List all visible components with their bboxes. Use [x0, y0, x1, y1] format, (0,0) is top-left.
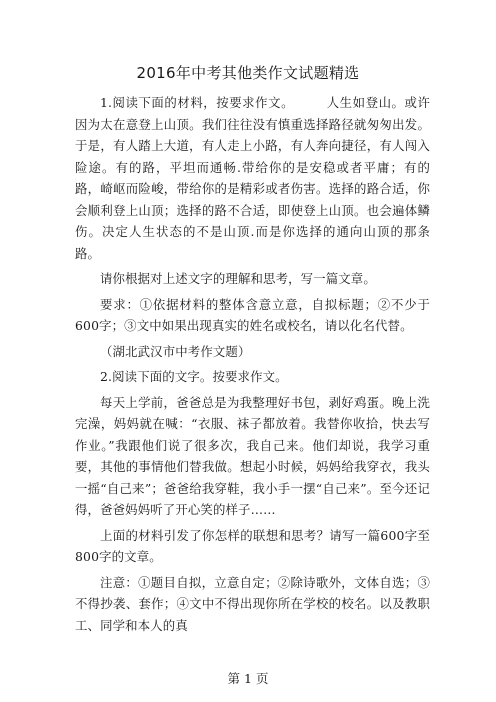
document-body — [75, 92, 430, 636]
paragraph-source: （湖北武汉市中考作文题） — [100, 343, 251, 359]
paragraph-notes: 注意：①题目自拟，立意自定；②除诗歌外，文体自选；③不得抄袭、套作；④文中不得出现你所在学校的校名。以及教职工、同学和本人的真 — [75, 574, 430, 633]
paragraph-instruction: 请你根据对上述文字的理解和思考，写一篇文章。 — [100, 271, 376, 286]
page-number: 第 1 页 — [227, 671, 269, 686]
paragraph-question-2: 2.阅读下面的文字。按要求作文。 — [100, 369, 288, 384]
document-title: 2016年中考其他类作文试题精选 — [136, 64, 360, 82]
paragraph-question-1: 1.阅读下面的材料，按要求作文。 人生如登山。或许因为太在意登上山顶。我们往往没有慎重选择路径就匆匆出发。于是，有人踏上大道，有人走上小路，有人奔向捷径，有人闯入险途。有的路，平坦而通畅.带给你的是安稳或者平庸；有的路，崎岖而险峻，带给你的是精彩或者伤害。选择的路合适，你会顺利登上山顶；选择的路不合适，即使登上山顶。也会遍体鳞伤。决定人生状态的不是山顶.而是你选择的通向山顶的那条路。 — [75, 95, 430, 261]
paragraph-requirements: 要求：①依据材料的整体含意立意，自拟标题；②不少于600字；③文中如果出现真实的姓名或校名，请以化名代替。 — [75, 296, 430, 333]
paragraph-material: 每天上学前，爸爸总是为我整理好书包，剥好鸡蛋。晚上洗完澡，妈妈就在喊：“衣服、袜子都放着。我替你收拾，快去写作业。”我跟他们说了很多次，我自己来。他们却说，我学习重要，其他的事情他们替我做。想起小时候，妈妈给我穿衣，我头一摇“自己来”；爸爸给我穿鞋，我小手一摆“自己来”。至今还记得，爸爸妈妈听了开心笑的样子…… — [75, 394, 430, 517]
paragraph-prompt: 上面的材料引发了你怎样的联想和思考？请写一篇600字至800字的文章。 — [75, 527, 430, 564]
